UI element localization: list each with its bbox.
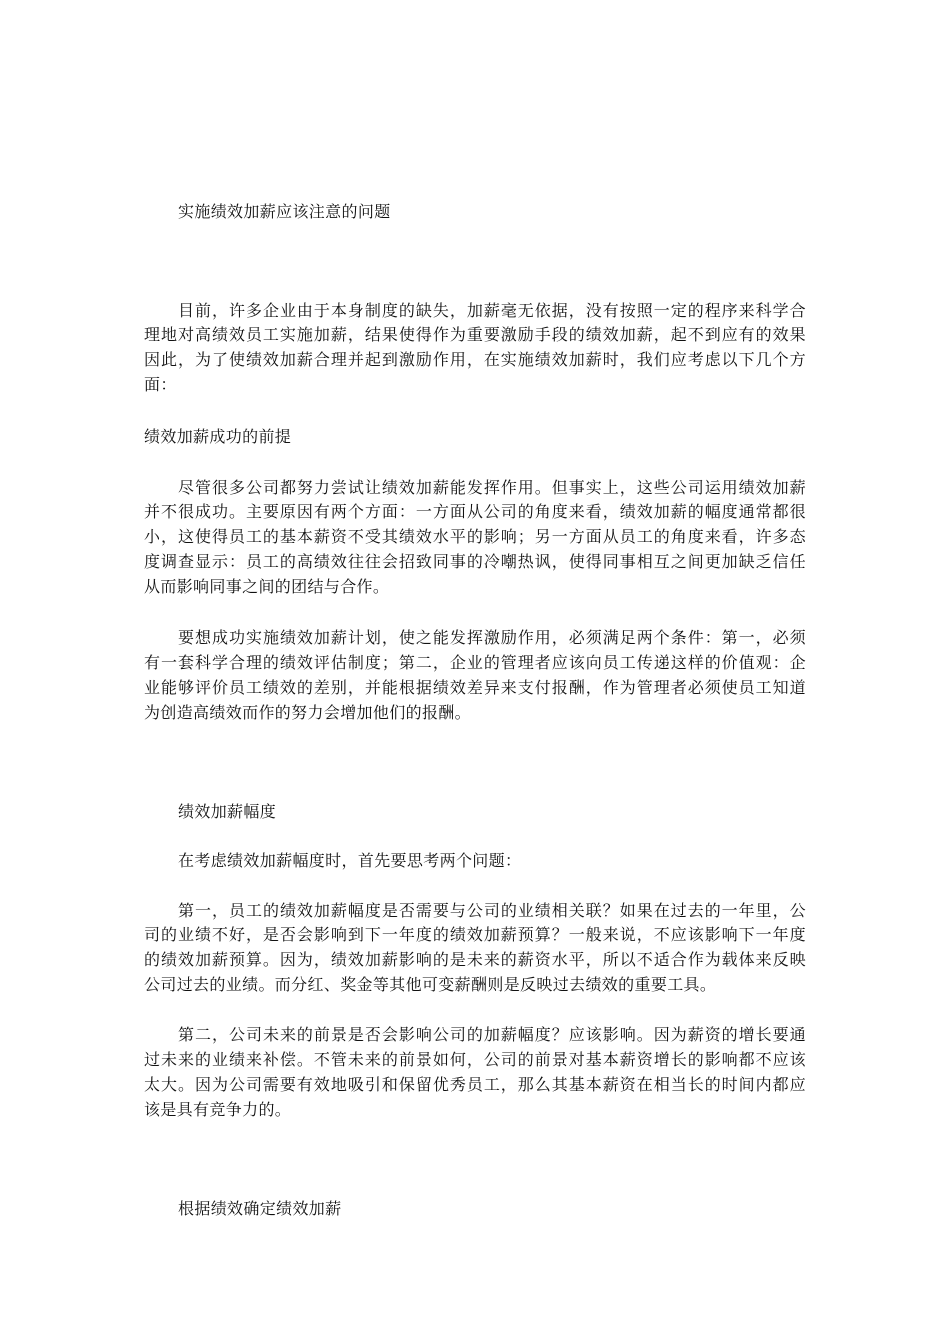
section2-p2-line-4: 该是具有竞争力的。 [144, 1100, 292, 1119]
section2-p1-line-2: 司的业绩不好，是否会影响到下一年度的绩效加薪预算？一般来说，不应该影响下一年度 [144, 925, 806, 944]
intro-line-2: 理地对高绩效员工实施加薪，结果使得作为重要激励手段的绩效加薪，起不到应有的效果 [144, 325, 806, 344]
intro-line-3: 因此，为了使绩效加薪合理并起到激励作用，在实施绩效加薪时，我们应考虑以下几个方 [144, 350, 806, 369]
section2-intro: 在考虑绩效加薪幅度时，首先要思考两个问题： [178, 851, 522, 870]
section2-p1-line-1: 第一，员工的绩效加薪幅度是否需要与公司的业绩相关联？如果在过去的一年里，公 [178, 901, 806, 920]
section1-p2-line-2: 有一套科学合理的绩效评估制度；第二，企业的管理者应该向员工传递这样的价值观：企 [144, 653, 806, 672]
intro-line-4: 面： [144, 375, 177, 394]
section1-p2-line-1: 要想成功实施绩效加薪计划，使之能发挥激励作用，必须满足两个条件：第一，必须 [178, 628, 806, 647]
section1-p1-line-2: 并不很成功。主要原因有两个方面：一方面从公司的角度来看，绩效加薪的幅度通常都很 [144, 502, 806, 521]
section2-p2-line-1: 第二，公司未来的前景是否会影响公司的加薪幅度？应该影响。因为薪资的增长要通 [178, 1025, 806, 1044]
section2-p2-line-3: 太大。因为公司需要有效地吸引和保留优秀员工，那么其基本薪资在相当长的时间内都应 [144, 1075, 806, 1094]
section1-p1-line-4: 度调查显示：员工的高绩效往往会招致同事的冷嘲热讽，使得同事相互之间更加缺乏信任 [144, 552, 806, 571]
document-title: 实施绩效加薪应该注意的问题 [178, 202, 391, 221]
section2-heading: 绩效加薪幅度 [178, 802, 277, 821]
intro-line-1: 目前，许多企业由于本身制度的缺失，加薪毫无依据，没有按照一定的程序来科学合 [178, 301, 806, 320]
section3-heading: 根据绩效确定绩效加薪 [178, 1199, 342, 1218]
section1-p2-line-3: 业能够评价员工绩效的差别，并能根据绩效差异来支付报酬，作为管理者必须使员工知道 [144, 678, 806, 697]
section2-p2-line-2: 过未来的业绩来补偿。不管未来的前景如何，公司的前景对基本薪资增长的影响都不应该 [144, 1050, 806, 1069]
section1-p1-line-1: 尽管很多公司都努力尝试让绩效加薪能发挥作用。但事实上，这些公司运用绩效加薪 [178, 478, 806, 497]
section1-p1-line-5: 从而影响同事之间的团结与合作。 [144, 577, 390, 596]
section1-heading: 绩效加薪成功的前提 [144, 427, 292, 446]
section1-p2-line-4: 为创造高绩效而作的努力会增加他们的报酬。 [144, 703, 472, 722]
section2-p1-line-3: 的绩效加薪预算。因为，绩效加薪影响的是未来的薪资水平，所以不适合作为载体来反映 [144, 950, 806, 969]
section1-p1-line-3: 小，这使得员工的基本薪资不受其绩效水平的影响；另一方面从员工的角度来看，许多态 [144, 527, 806, 546]
section2-p1-line-4: 公司过去的业绩。而分红、奖金等其他可变薪酬则是反映过去绩效的重要工具。 [144, 975, 717, 994]
